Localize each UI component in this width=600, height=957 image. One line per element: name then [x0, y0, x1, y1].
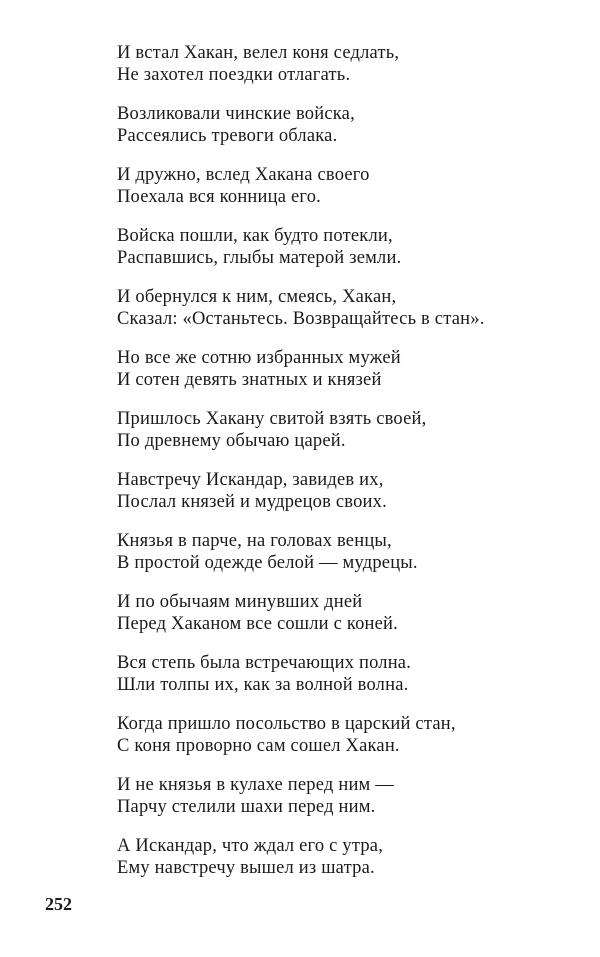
stanza — [117, 164, 557, 225]
poem-line: По древнему обычаю царей. — [117, 431, 346, 451]
poem-line: Рассеялись тревоги облака. — [117, 126, 338, 146]
poem-line: И не князья в кулахе перед ним — — [117, 775, 394, 795]
poem-line: Сказал: «Останьтесь. Возвращайтесь в стан». — [117, 309, 485, 329]
stanza — [117, 591, 557, 652]
stanza — [117, 347, 557, 408]
poem-line: Князья в парче, на головах венцы, — [117, 531, 392, 551]
poem-line: Когда пришло посольство в царский стан, — [117, 714, 456, 734]
stanza — [117, 469, 557, 530]
stanza — [117, 652, 557, 713]
stanza — [117, 103, 557, 164]
stanza — [117, 225, 557, 286]
poem-line: Распавшись, глыбы матерой земли. — [117, 248, 402, 268]
poem-line: И встал Хакан, велел коня седлать, — [117, 43, 400, 63]
stanza — [117, 530, 557, 591]
stanza — [117, 713, 557, 774]
poem-line: Не захотел поездки отлагать. — [117, 65, 351, 85]
poem-line: Парчу стелили шахи перед ним. — [117, 797, 376, 817]
stanza — [117, 286, 557, 347]
poem-line: Ему навстречу вышел из шатра. — [117, 858, 375, 878]
poem-line: И сотен девять знатных и князей — [117, 370, 382, 390]
poem-line: А Искандар, что ждал его с утра, — [117, 836, 384, 856]
poem-line: И по обычаям минувших дней — [117, 592, 363, 612]
poem-line: Но все же сотню избранных мужей — [117, 348, 401, 368]
poem-line: Шли толпы их, как за волной волна. — [117, 675, 409, 695]
poem-line: И обернулся к ним, смеясь, Хакан, — [117, 287, 397, 307]
stanza — [117, 42, 557, 103]
stanza — [117, 408, 557, 469]
poem-line: Навстречу Искандар, завидев их, — [117, 470, 384, 490]
poem-line: С коня проворно сам сошел Хакан. — [117, 736, 400, 756]
poem-text — [117, 42, 557, 896]
poem-line: Вся степь была встречающих полна. — [117, 653, 412, 673]
poem-line: Послал князей и мудрецов своих. — [117, 492, 387, 512]
poem-line: И дружно, вслед Хакана своего — [117, 165, 370, 185]
page-number: 252 — [45, 894, 72, 914]
poem-line: Возликовали чинские войска, — [117, 104, 355, 124]
poem-line: Перед Хаканом все сошли с коней. — [117, 614, 398, 634]
poem-line: Пришлось Хакану свитой взять своей, — [117, 409, 427, 429]
stanza — [117, 774, 557, 835]
poem-line: В простой одежде белой — мудрецы. — [117, 553, 418, 573]
poem-line: Поехала вся конница его. — [117, 187, 321, 207]
poem-line: Войска пошли, как будто потекли, — [117, 226, 393, 246]
stanza — [117, 835, 557, 896]
